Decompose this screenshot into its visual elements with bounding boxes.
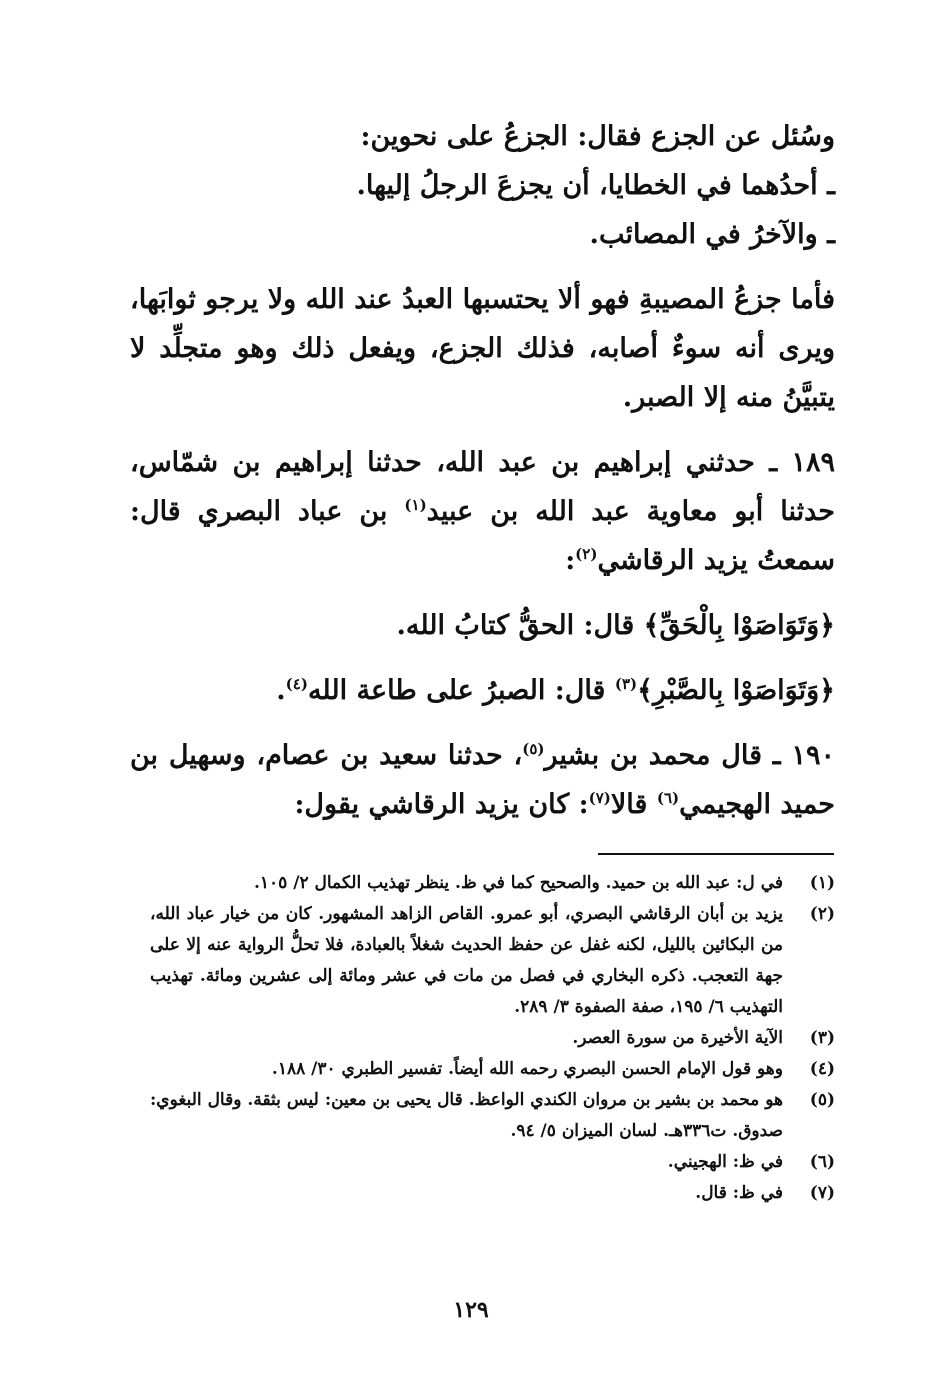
hadith-text: : كان يزيد الرقاشي يقول: <box>294 789 589 820</box>
hadith-190 <box>130 731 835 829</box>
quran-quote: ﴿وَتَوَاصَوْا بِالصَّبْرِ﴾ <box>637 675 835 706</box>
footnote-text: في ظ: الهجيني. <box>667 1152 783 1172</box>
footnote-5 <box>150 1085 835 1147</box>
hadith-text: : <box>565 545 576 576</box>
hadith-text: ـ حدثني إبراهيم بن عبد الله، حدثنا إبراهيم بن شمّاس، حدثنا أبو معاوية عبد الله بن عبيد <box>130 447 836 527</box>
footnote-ref: (٤) <box>285 675 308 693</box>
footnote-number: (٤) <box>809 1059 835 1079</box>
verse-commentary: قال: الحقُّ كتابُ الله. <box>396 610 644 641</box>
footnote-ref: (٦) <box>656 789 680 807</box>
footnote-3 <box>150 1023 835 1054</box>
footnote-text: في ل: عبد الله بن حميد. والصحيح كما في ظ. ينظر تهذيب الكمال ٢/ ١٠٥. <box>253 873 783 893</box>
footnote-text: في ظ: قال. <box>695 1183 783 1203</box>
verse-line-2 <box>130 666 835 715</box>
footnote-1 <box>150 868 835 899</box>
footnote-text: وهو قول الإمام الحسن البصري رحمه الله أيضاً. تفسير الطبري ٣٠/ ١٨٨. <box>271 1059 783 1079</box>
footnote-number: (٥) <box>809 1090 835 1110</box>
hadith-text: ، حدثنا سعيد بن عصام، وسهيل بن حميد الهجيمي <box>130 740 835 820</box>
hadith-number: ١٩٠ <box>791 740 836 771</box>
list-item-1: ـ أحدُهما في الخطايا، أن يجزعَ الرجلُ إليها. <box>356 170 835 201</box>
hadith-189 <box>130 438 835 585</box>
hadith-number: ١٨٩ <box>791 447 835 478</box>
list-item-2: ـ والآخرُ في المصائب. <box>589 219 835 250</box>
punctuation: . <box>276 675 286 706</box>
intro-question: وسُئل عن الجزع فقال: الجزعُ على نحوين: <box>360 121 835 152</box>
hadith-text: بن عباد البصري قال: سمعتُ يزيد الرقاشي <box>130 496 835 576</box>
footnote-number: (١) <box>809 873 835 893</box>
footnote-text: هو محمد بن بشير بن مروان الكندي الواعظ. قال يحيى بن معين: ليس بثقة. وقال البغوي: صدوق. ت٣٣٦هـ. لسان الميزان ٥/ ٩٤. <box>150 1090 783 1141</box>
page-number: ١٢٩ <box>453 1297 489 1323</box>
footnote-7 <box>150 1178 835 1209</box>
footnote-2 <box>150 899 835 1023</box>
hadith-text: ـ قال محمد بن بشير <box>544 740 781 771</box>
main-text <box>130 112 835 829</box>
footnote-text: يزيد بن أبان الرقاشي البصري، أبو عمرو. القاص الزاهد المشهور. كان من خيار عباد الله، من البكائين بالليل، لكنه غفل عن حفظ الحديث شغلاً بالعبادة، فلا تحلُّ الرواية عنه إلا على جهة التعجب. ذكره البخاري في فصل من مات في عشر ومائة إلى عشرين ومائة. تهذيب التهذيب ٦/ ١٩٥، صفة الصفوة ٣/ ٢٨٩. <box>150 904 783 1017</box>
footnote-divider <box>598 853 834 855</box>
quran-quote: ﴿وَتَوَاصَوْا بِالْحَقِّ﴾ <box>643 610 835 641</box>
verse-commentary: قال: الصبرُ على طاعة الله <box>307 675 615 706</box>
paragraph-1: فأما جزعُ المصيبةِ فهو ألا يحتسبها العبدُ عند الله ولا يرجو ثوابَها، ويرى أنه سوءٌ أصابه، فذلك الجزع، ويفعل ذلك وهو متجلِّد لا يتبيَّنُ منه إلا الصبر. <box>130 284 835 413</box>
footnote-4 <box>150 1054 835 1085</box>
footnote-text: الآية الأخيرة من سورة العصر. <box>572 1028 783 1048</box>
footnote-number: (٧) <box>809 1183 835 1203</box>
footnote-ref: (٥) <box>522 740 545 758</box>
footnote-number: (٢) <box>809 904 835 924</box>
verse-line-1 <box>130 601 835 650</box>
footnote-number: (٣) <box>809 1028 835 1048</box>
footnotes <box>150 868 835 1209</box>
footnote-6 <box>150 1147 835 1178</box>
footnote-number: (٦) <box>809 1152 835 1172</box>
footnote-ref: (٧) <box>588 789 611 807</box>
footnote-ref: (٣) <box>614 675 638 693</box>
footnote-ref: (١) <box>404 496 427 514</box>
footnote-ref: (٢) <box>575 545 598 563</box>
hadith-text: قالا <box>610 789 657 820</box>
